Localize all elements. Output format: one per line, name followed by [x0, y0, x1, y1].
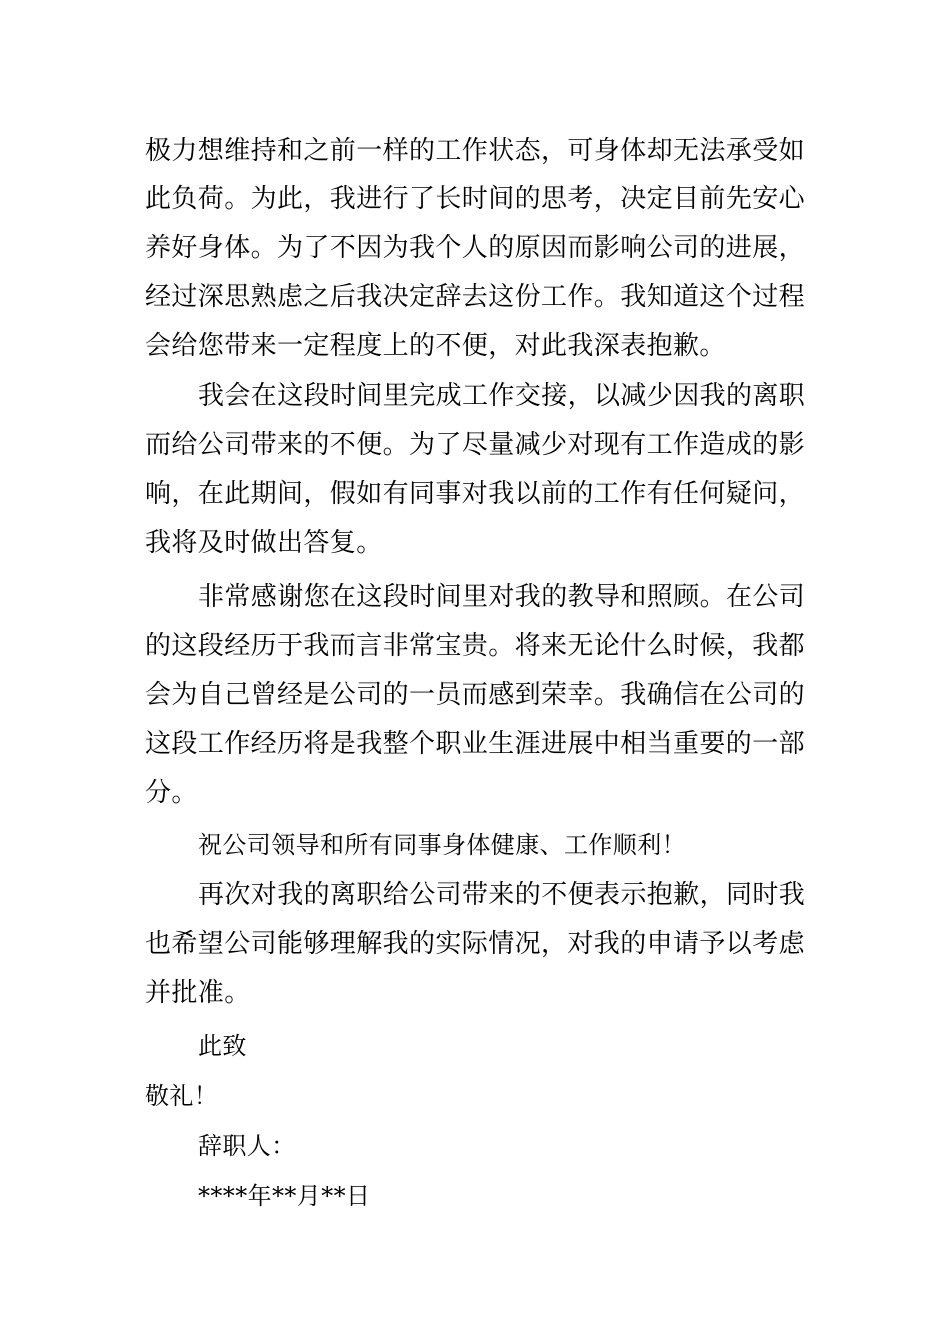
text-line: 会给您带来一定程度上的不便，对此我深表抱歉。 [145, 331, 726, 361]
paragraph-start: 再次对我的离职给公司带来的不便表示抱歉，同时我 [198, 880, 806, 910]
paragraph-start: 我会在这段时间里完成工作交接，以减少因我的离职 [198, 381, 806, 411]
closing-salutation: 此致 [198, 1032, 247, 1060]
date-line: ****年**月**日 [198, 1182, 371, 1210]
text-line: 此负荷。为此，我进行了长时间的思考，决定目前先安心 [145, 184, 806, 214]
text-line: 养好身体。为了不因为我个人的原因而影响公司的进展， [145, 233, 806, 263]
signer-label: 辞职人： [198, 1132, 296, 1160]
text-line: 也希望公司能够理解我的实际情况，对我的申请予以考虑 [145, 929, 806, 959]
text-line: 我将及时做出答复。 [145, 528, 383, 558]
paragraph-start: 非常感谢您在这段时间里对我的教导和照顾。在公司 [198, 582, 806, 612]
text-line: 响，在此期间，假如有同事对我以前的工作有任何疑问， [145, 479, 806, 509]
text-line: 极力想维持和之前一样的工作状态，可身体却无法承受如 [145, 136, 806, 166]
text-line: 而给公司带来的不便。为了尽量减少对现有工作造成的影 [145, 430, 806, 460]
text-line: 并批准。 [145, 978, 251, 1008]
text-line: 分。 [145, 778, 198, 808]
wish-line: 祝公司领导和所有同事身体健康、工作顺利！ [198, 831, 686, 859]
text-line: 的这段经历于我而言非常宝贵。将来无论什么时候，我都 [145, 631, 806, 661]
closing-regards: 敬礼！ [145, 1082, 219, 1110]
text-line: 经过深思熟虑之后我决定辞去这份工作。我知道这个过程 [145, 282, 806, 312]
text-line: 会为自己曾经是公司的一员而感到荣幸。我确信在公司的 [145, 680, 806, 710]
text-line: 这段工作经历将是我整个职业生涯进展中相当重要的一部 [145, 729, 806, 759]
